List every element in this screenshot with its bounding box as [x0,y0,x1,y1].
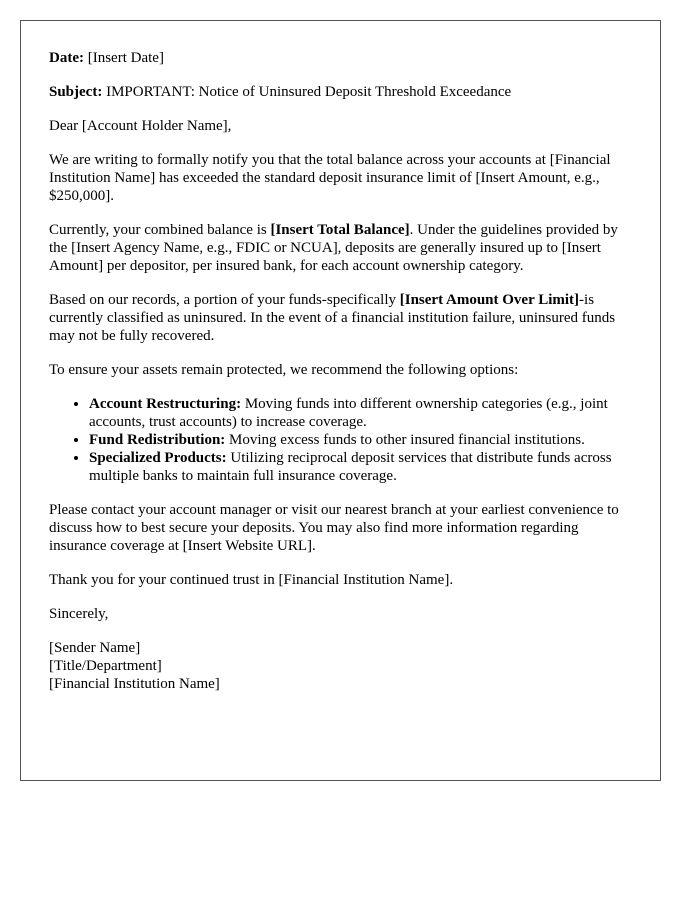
balance-text-pre: Currently, your combined balance is [49,222,271,238]
list-item [89,395,632,431]
over-limit-placeholder: [Insert Amount Over Limit] [399,292,580,308]
balance-text-post: . Under the guidelines provided by the [Insert Agency Name, e.g., FDIC or NCUA], deposits are generally insured up to [Insert Amount] per depositor, per insured bank, for each account ownership category. [49,222,618,274]
date-label: Date: [49,50,84,66]
uninsured-text-pre: Based on our records, a portion of your funds-specifically [49,292,400,308]
option-text: Moving excess funds to other insured financial institutions. [225,432,585,448]
paragraph-options-intro: To ensure your assets remain protected, we recommend the following options: [49,362,519,378]
options-list [49,395,632,485]
sender-institution: [Financial Institution Name] [49,676,220,692]
list-item [89,449,632,485]
sender-name: [Sender Name] [49,640,141,656]
option-text: Moving funds into different ownership categories (e.g., joint accounts, trust accounts) to increase coverage. [89,396,608,430]
salutation: Dear [Account Holder Name], [49,118,232,134]
option-text: Utilizing reciprocal deposit services that distribute funds across multiple banks to maintain full insurance coverage. [89,450,612,484]
list-item [89,431,632,449]
closing: Sincerely, [49,606,109,622]
subject-label: Subject: [49,84,103,100]
option-title: Fund Redistribution: [89,432,226,448]
paragraph-balance [49,221,632,275]
paragraph-contact: Please contact your account manager or visit our nearest branch at your earliest convenience to discuss how to best secure your deposits. You may also find more information regarding insurance coverage at [Insert Website URL]. [49,502,619,554]
paragraph-notification: We are writing to formally notify you that the total balance across your accounts at [Financial Institution Name] has exceeded the standard deposit insurance limit of [Insert Amount, e.g., $250,000]. [49,152,611,204]
subject-value: IMPORTANT: Notice of Uninsured Deposit Threshold Exceedance [102,84,512,100]
paragraph-uninsured [49,291,632,345]
uninsured-text-post: -is currently classified as uninsured. In the event of a financial institution failure, uninsured funds may not be fully recovered. [49,292,616,344]
option-title: Account Restructuring: [89,396,242,412]
date-line [49,49,632,67]
sender-title: [Title/Department] [49,658,162,674]
date-value: [Insert Date] [83,50,164,66]
subject-line [49,83,632,101]
option-title: Specialized Products: [89,450,227,466]
balance-placeholder: [Insert Total Balance] [270,222,410,238]
letter-page [20,20,661,781]
signature-block [49,639,632,693]
paragraph-thanks: Thank you for your continued trust in [Financial Institution Name]. [49,572,454,588]
